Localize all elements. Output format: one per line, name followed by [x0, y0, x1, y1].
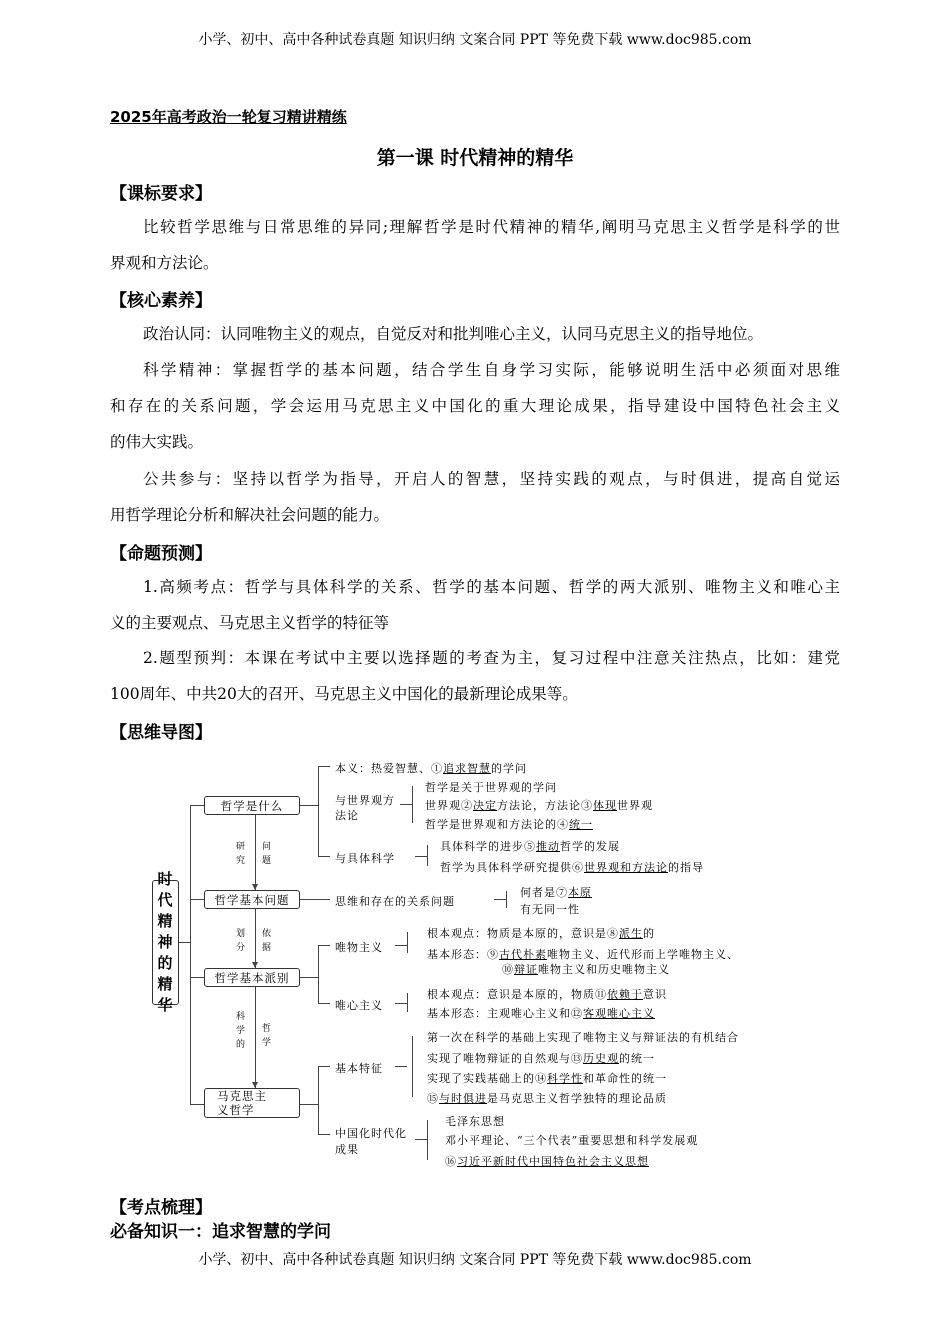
page-header: 小学、初中、高中各种试卷真题 知识归纳 文案合同 PPT 等免费下载 www.doc985.com	[198, 32, 752, 48]
mindmap-leaf	[440, 838, 620, 854]
knowledge-heading-1: 必备知识一：追求智慧的学问	[110, 1222, 331, 1242]
mindmap-leaf	[427, 986, 667, 1002]
leaf-text: 根本观点：物质是本原的，意识是⑧	[427, 927, 619, 940]
leaf-text: ⑩	[502, 963, 514, 976]
leaf-text: 基本形态：主观唯心主义和⑫	[427, 1007, 583, 1020]
answer-underlined: 历史观	[583, 1052, 619, 1065]
mindmap-branch: 本义：热爱智慧、①追求智慧的学问	[335, 762, 527, 775]
mindmap-branch: 唯物主义	[335, 941, 383, 954]
mindmap-leaf	[425, 779, 557, 795]
paragraph-line: 界观和方法论。	[110, 254, 219, 272]
mindmap-node-basic-question: 哲学基本问题	[204, 890, 300, 909]
mindmap-node-marxist-philosophy: 马克思主义哲学	[204, 1088, 300, 1118]
paragraph-line: 比较哲学思维与日常思维的异同;理解哲学是时代精神的精华,阐明马克思主义哲学是科学的世	[143, 218, 840, 236]
mindmap-leaf	[520, 901, 580, 917]
arrow-label: 研究	[236, 842, 246, 866]
leaf-text: 意识	[643, 988, 667, 1001]
leaf-text: ⑯	[445, 1155, 457, 1168]
answer-underlined: 推动	[536, 840, 560, 853]
paragraph-line: 2.题型预判：本课在考试中主要以选择题的考查为主，复习过程中注意关注热点，比如：建党	[143, 649, 840, 667]
paragraph-line: 公共参与：坚持以哲学为指导，开启人的智慧，坚持实践的观点，与时俱进，提高自觉运	[143, 470, 840, 488]
mindmap-leaf	[427, 1090, 667, 1106]
leaf-text: 唯物主义、近代形而上学唯物主义、	[547, 948, 739, 961]
arrow-label: 哲学	[262, 1024, 272, 1048]
mindmap-leaf	[502, 961, 670, 977]
leaf-text: 何者是⑦	[520, 886, 568, 899]
leaf-text: 的统一	[619, 1052, 655, 1065]
mindmap-leaf	[520, 884, 592, 900]
leaf-text: 根本观点：意识是本原的，物质⑪	[427, 988, 607, 1001]
paragraph-line: 用哲学理论分析和解决社会问题的能力。	[110, 506, 390, 524]
lesson-title: 第一课 时代精神的精华	[376, 147, 574, 169]
mindmap-branch: 与具体科学	[335, 852, 395, 865]
mindmap-leaf	[445, 1153, 649, 1169]
mindmap-leaf	[445, 1113, 505, 1129]
leaf-text: 毛泽东思想	[445, 1115, 505, 1128]
leaf-text: 有无同一性	[520, 903, 580, 916]
mindmap-branch: 唯心主义	[335, 999, 383, 1012]
answer-underlined: 派生	[619, 927, 643, 940]
answer-underlined: 体现	[593, 799, 617, 812]
leaf-text: 方法论，方法论③	[497, 799, 593, 812]
section-heading-knowledge: 【考点梳理】	[110, 1198, 212, 1218]
answer-underlined: 本原	[568, 886, 592, 899]
mindmap-leaf	[427, 925, 655, 941]
leaf-text: 实现了实践基础上的⑭	[427, 1072, 547, 1085]
leaf-text: 和革命性的统一	[583, 1072, 667, 1085]
mindmap-leaf	[427, 1005, 655, 1021]
section-heading-mindmap: 【思维导图】	[110, 723, 212, 743]
section-heading-prediction: 【命题预测】	[110, 544, 212, 564]
mindmap-branch: 中国化时代化成果	[335, 1127, 407, 1156]
leaf-text: 唯物主义和历史唯物主义	[538, 963, 670, 976]
leaf-text: ⑮	[427, 1092, 439, 1105]
arrow-label: 科学的	[236, 1012, 246, 1050]
paragraph-line: 科学精神：掌握哲学的基本问题，结合学生自身学习实际，能够说明生活中必须面对思维	[143, 361, 840, 379]
mindmap-leaf	[425, 816, 593, 832]
paragraph-line: 的伟大实践。	[110, 433, 204, 451]
paragraph-line: 1.高频考点：哲学与具体科学的关系、哲学的基本问题、哲学的两大派别、唯物主义和唯心主	[143, 578, 840, 596]
leaf-text: 基本形态：⑨	[427, 948, 499, 961]
arrow-down-icon	[252, 1082, 258, 1088]
mindmap-node-basic-schools: 哲学基本派别	[204, 968, 300, 987]
leaf-text: 世界观②	[425, 799, 473, 812]
arrow-down-icon	[252, 962, 258, 968]
mindmap-leaf	[427, 1070, 667, 1086]
leaf-text: 的指导	[668, 861, 704, 874]
answer-underlined: 客观唯心主义	[583, 1007, 655, 1020]
answer-underlined: 科学性	[547, 1072, 583, 1085]
section-heading-curriculum: 【课标要求】	[110, 184, 212, 204]
leaf-text: 第一次在科学的基础上实现了唯物主义与辩证法的有机结合	[427, 1031, 739, 1044]
paragraph-line: 和存在的关系问题，学会运用马克思主义中国化的重大理论成果，指导建设中国特色社会主义	[110, 397, 840, 415]
paragraph-line: 100周年、中共20大的召开、马克思主义中国化的最新理论成果等。	[110, 685, 578, 703]
arrow-label: 问题	[262, 842, 272, 866]
document-title: 2025年高考政治一轮复习精讲精练	[110, 108, 347, 126]
leaf-text: 哲学是世界观和方法论的④	[425, 818, 569, 831]
arrow-label: 依据	[262, 929, 272, 953]
answer-underlined: 古代朴素	[499, 948, 547, 961]
page-footer: 小学、初中、高中各种试卷真题 知识归纳 文案合同 PPT 等免费下载 www.doc985.com	[198, 1252, 752, 1268]
mindmap-branch: 思维和存在的关系问题	[335, 895, 455, 908]
mindmap-node-what-is-philosophy: 哲学是什么	[204, 796, 300, 815]
mindmap-leaf	[440, 859, 704, 875]
answer-underlined: 依赖于	[607, 988, 643, 1001]
mindmap-leaf	[445, 1132, 698, 1148]
mindmap-root: 时代精神的精华	[152, 880, 179, 1005]
paragraph-line: 政治认同：认同唯物主义的观点，自觉反对和批判唯心主义，认同马克思主义的指导地位。	[143, 325, 764, 343]
section-heading-core-literacy: 【核心素养】	[110, 291, 212, 311]
leaf-text: 哲学的发展	[560, 840, 620, 853]
leaf-text: 实现了唯物辩证的自然观与⑬	[427, 1052, 583, 1065]
leaf-text: 哲学为具体科学研究提供⑥	[440, 861, 584, 874]
mindmap-branch: 基本特征	[335, 1062, 383, 1075]
mindmap-leaf	[427, 1050, 655, 1066]
answer-underlined: 辩证	[514, 963, 538, 976]
leaf-text: 的	[643, 927, 655, 940]
leaf-text: 邓小平理论、“三个代表”重要思想和科学发展观	[445, 1134, 699, 1147]
mindmap-leaf	[425, 797, 653, 813]
arrow-down-icon	[252, 884, 258, 890]
arrow-label: 划分	[236, 929, 246, 953]
answer-underlined: 决定	[473, 799, 497, 812]
paragraph-line: 义的主要观点、马克思主义哲学的特征等	[110, 614, 390, 632]
answer-underlined: 世界观和方法论	[584, 861, 668, 874]
leaf-text: 哲学是关于世界观的学问	[425, 781, 557, 794]
answer-underlined: 与时俱进	[439, 1092, 487, 1105]
mindmap-leaf	[427, 946, 739, 962]
mindmap-leaf	[427, 1029, 739, 1045]
leaf-text: 具体科学的进步⑤	[440, 840, 536, 853]
answer-underlined: 统一	[569, 818, 593, 831]
leaf-text: 世界观	[617, 799, 653, 812]
answer-underlined: 习近平新时代中国特色社会主义思想	[457, 1155, 649, 1168]
leaf-text: 是马克思主义哲学独特的理论品质	[487, 1092, 667, 1105]
mindmap-branch: 与世界观方法论	[335, 794, 395, 822]
